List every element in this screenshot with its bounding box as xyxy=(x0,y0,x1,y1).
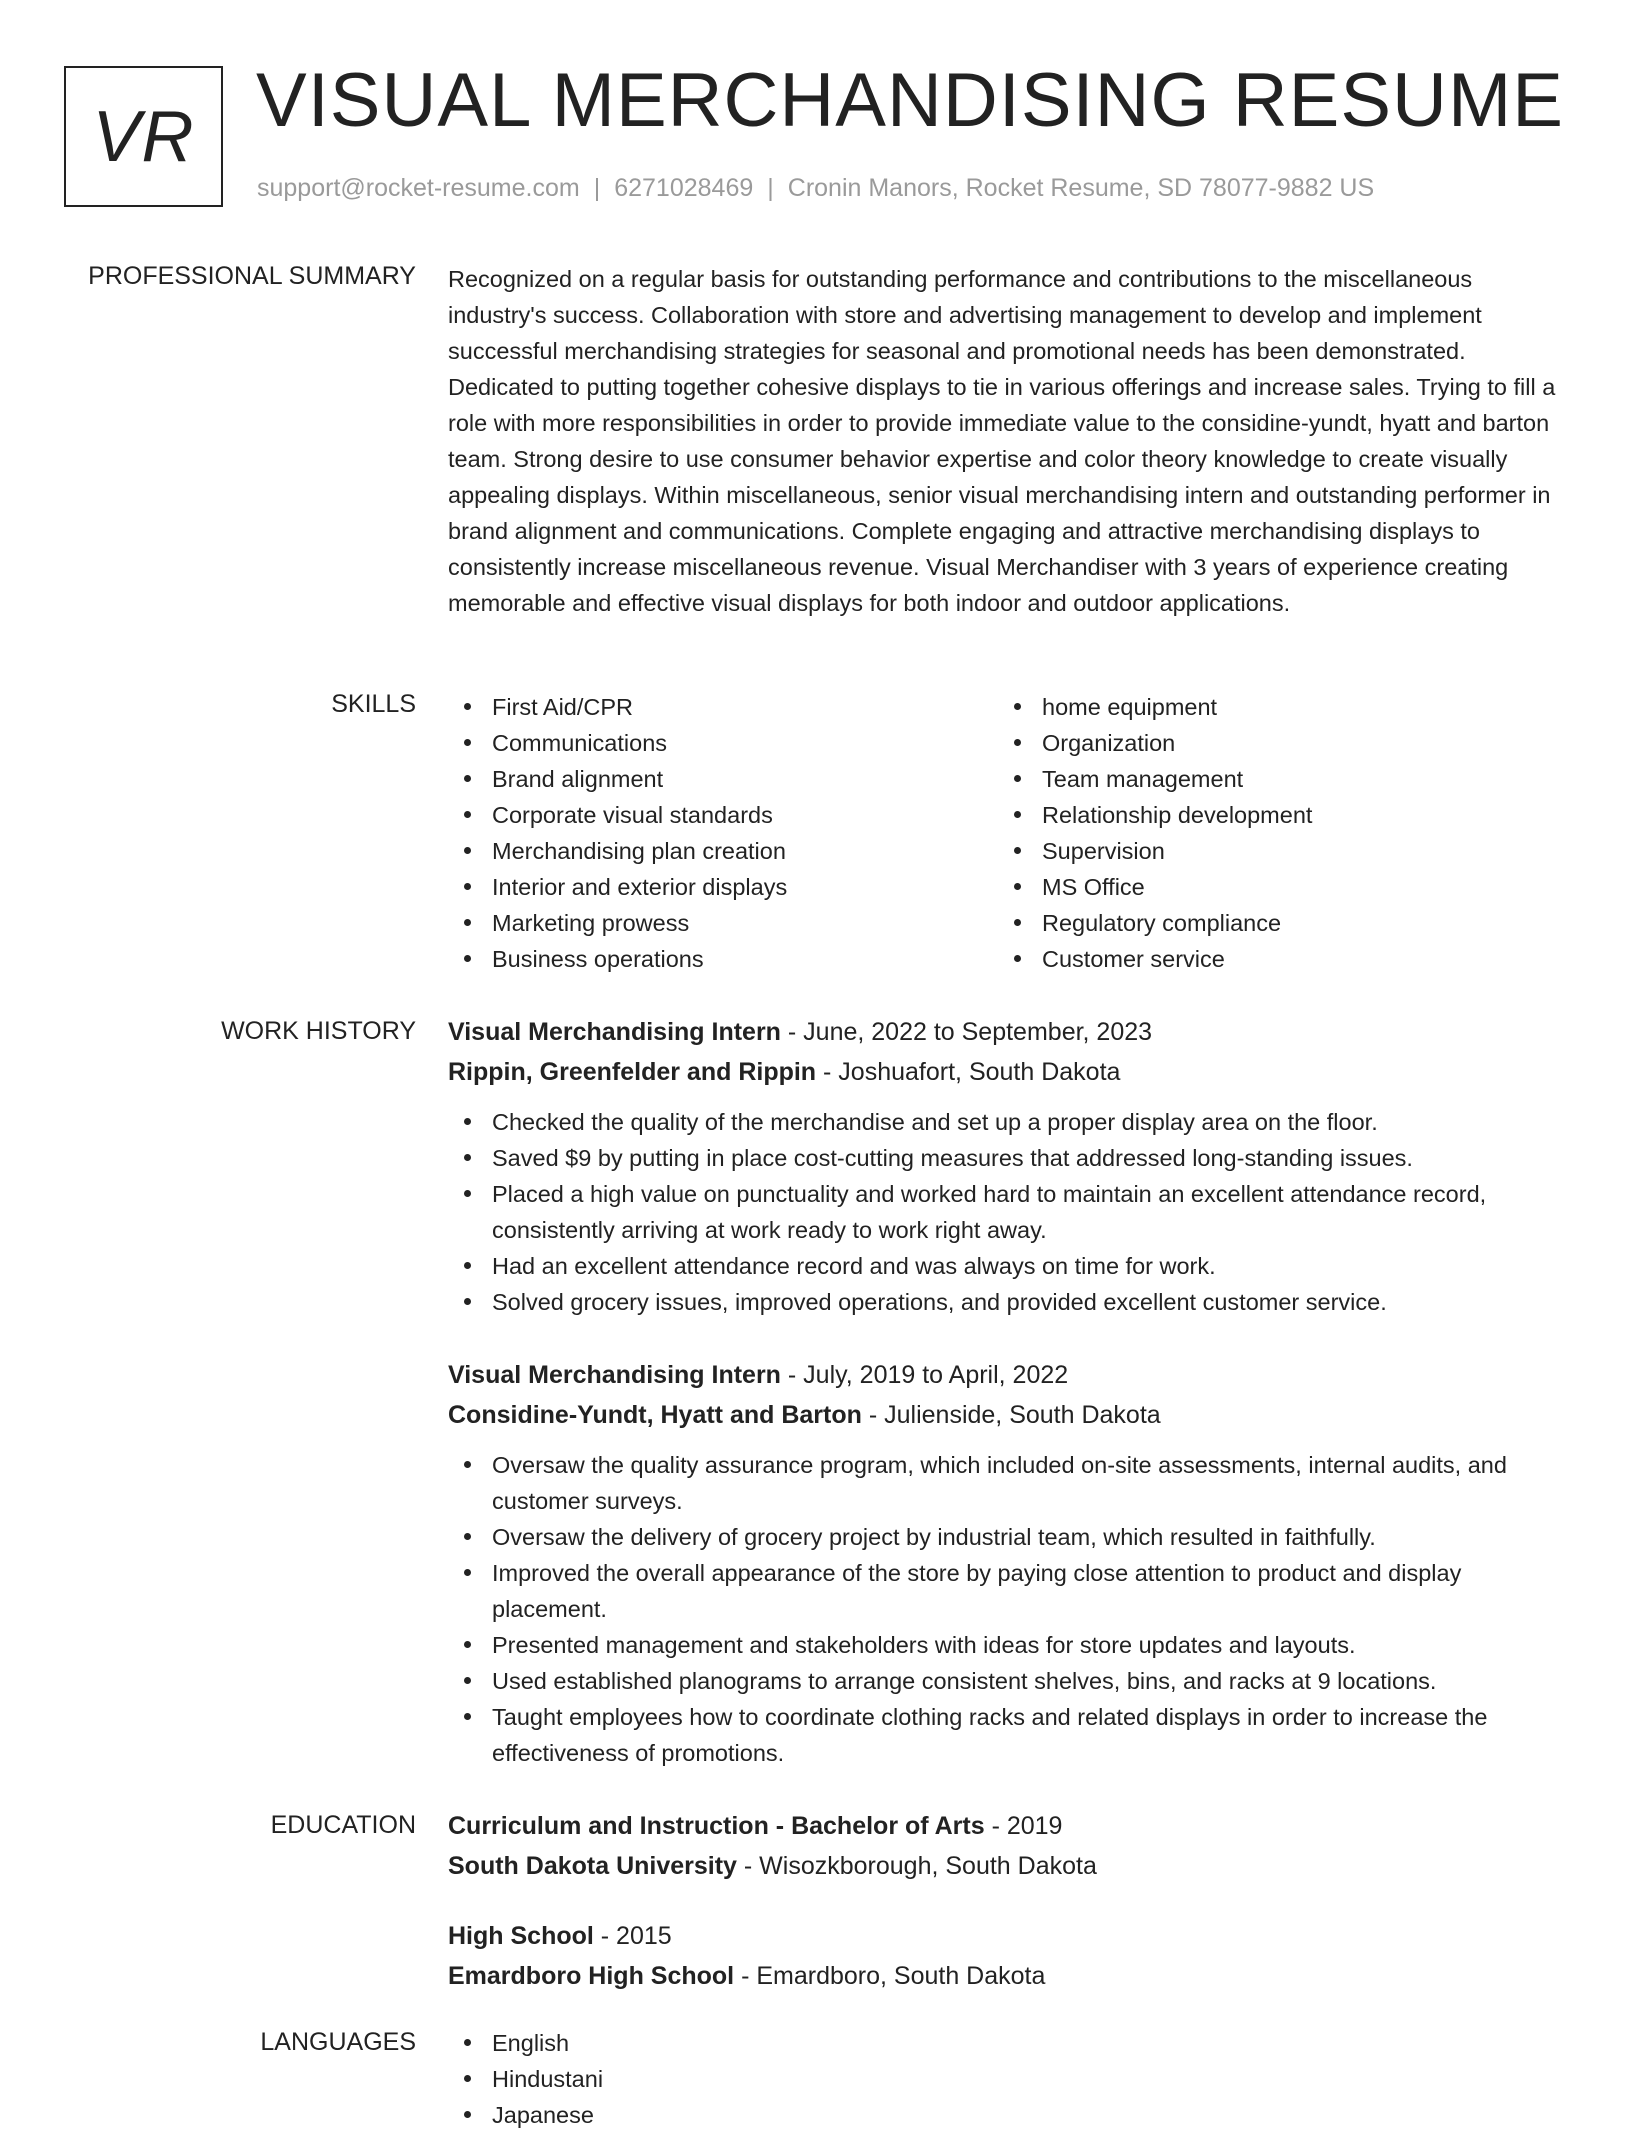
language-item: English xyxy=(448,2025,1566,2061)
education-entry xyxy=(448,1806,1566,1886)
skill-item: Communications xyxy=(448,725,988,761)
skill-item: home equipment xyxy=(998,689,1558,725)
skills-heading: SKILLS xyxy=(331,690,416,718)
contact-separator: | xyxy=(767,174,774,202)
skill-item: Relationship development xyxy=(998,797,1558,833)
resume-title: VISUAL MERCHANDISING RESUME xyxy=(256,58,1564,143)
contact-address: Cronin Manors, Rocket Resume, SD 78077-9882 US xyxy=(787,174,1375,202)
job-entry xyxy=(448,1012,1566,1320)
job-duty: Oversaw the delivery of grocery project by industrial team, which resulted in faithfully. xyxy=(448,1519,1566,1555)
language-item: Hindustani xyxy=(448,2061,1566,2097)
contact-phone[interactable]: 6271028469 xyxy=(614,174,754,202)
school-line xyxy=(448,1846,1566,1886)
school-location: - Wisozkborough, South Dakota xyxy=(736,1852,1097,1880)
degree-line xyxy=(448,1806,1566,1846)
languages-list xyxy=(448,2025,1566,2133)
skill-item: Team management xyxy=(998,761,1558,797)
degree-name: Curriculum and Instruction - Bachelor of Arts xyxy=(448,1812,985,1840)
job-duty: Had an excellent attendance record and was always on time for work. xyxy=(448,1248,1566,1284)
skill-item: Interior and exterior displays xyxy=(448,869,988,905)
skill-item: Customer service xyxy=(998,941,1558,977)
skill-item: First Aid/CPR xyxy=(448,689,988,725)
skill-item: Organization xyxy=(998,725,1558,761)
skill-item: Marketing prowess xyxy=(448,905,988,941)
skill-item: Brand alignment xyxy=(448,761,988,797)
job-title-line xyxy=(448,1355,1566,1395)
job-company: Rippin, Greenfelder and Rippin xyxy=(448,1058,817,1086)
job-duties xyxy=(448,1104,1566,1320)
skill-item: MS Office xyxy=(998,869,1558,905)
job-duty: Oversaw the quality assurance program, which included on-site assessments, internal audits, and customer surveys. xyxy=(448,1447,1566,1519)
degree-name: High School xyxy=(448,1922,594,1950)
job-duty: Saved $9 by putting in place cost-cutting measures that addressed long-standing issues. xyxy=(448,1140,1566,1176)
job-duty: Placed a high value on punctuality and worked hard to maintain an excellent attendance record, consistently arriving at work ready to work right away. xyxy=(448,1176,1566,1248)
job-title: Visual Merchandising Intern xyxy=(448,1361,781,1389)
job-location: - Joshuafort, South Dakota xyxy=(816,1058,1121,1086)
job-duty: Checked the quality of the merchandise and set up a proper display area on the floor. xyxy=(448,1104,1566,1140)
skill-item: Merchandising plan creation xyxy=(448,833,988,869)
work-history-heading: WORK HISTORY xyxy=(221,1017,416,1045)
education-heading: EDUCATION xyxy=(270,1811,416,1839)
job-company-line xyxy=(448,1395,1566,1435)
school-location: - Emardboro, South Dakota xyxy=(734,1962,1046,1990)
degree-year: - 2019 xyxy=(984,1812,1063,1840)
job-duty: Solved grocery issues, improved operations, and provided excellent customer service. xyxy=(448,1284,1566,1320)
school-name: Emardboro High School xyxy=(448,1962,735,1990)
job-duties xyxy=(448,1447,1566,1771)
summary-text: Recognized on a regular basis for outstanding performance and contributions to the miscellaneous industry's success. Collaboration with store and advertising management to develop and implement successful merchandising strategies for seasonal and promotional needs has been demonstrated. Dedicated to putting together cohesive displays to tie in various offerings and increase sales. Trying to fill a role with more responsibilities in order to provide immediate value to the considine-yundt, hyatt and barton team. Strong desire to use consumer behavior expertise and color theory knowledge to create visually appealing displays. Within miscellaneous, senior visual merchandising intern and outstanding performer in brand alignment and communications. Complete engaging and attractive merchandising displays to consistently increase miscellaneous revenue. Visual Merchandiser with 3 years of experience creating memorable and effective visual displays for both indoor and outdoor applications. xyxy=(448,266,1556,616)
skill-item: Corporate visual standards xyxy=(448,797,988,833)
degree-line xyxy=(448,1916,1566,1956)
job-dates: - June, 2022 to September, 2023 xyxy=(780,1018,1153,1046)
contact-email[interactable]: support@rocket-resume.com xyxy=(257,174,580,202)
job-entry xyxy=(448,1355,1566,1771)
language-item: Japanese xyxy=(448,2097,1566,2133)
monogram-box xyxy=(64,66,223,207)
job-duty: Used established planograms to arrange consistent shelves, bins, and racks at 9 locations. xyxy=(448,1663,1566,1699)
languages-heading: LANGUAGES xyxy=(260,2028,416,2056)
job-duty: Presented management and stakeholders with ideas for store updates and layouts. xyxy=(448,1627,1566,1663)
skill-item: Supervision xyxy=(998,833,1558,869)
skill-item: Regulatory compliance xyxy=(998,905,1558,941)
job-location: - Julienside, South Dakota xyxy=(861,1401,1161,1429)
job-company: Considine-Yundt, Hyatt and Barton xyxy=(448,1401,862,1429)
contact-separator: | xyxy=(593,174,601,202)
job-duty: Improved the overall appearance of the store by paying close attention to product and display placement. xyxy=(448,1555,1566,1627)
job-title: Visual Merchandising Intern xyxy=(448,1018,781,1046)
degree-year: - 2015 xyxy=(593,1922,672,1950)
job-title-line xyxy=(448,1012,1566,1052)
contact-line xyxy=(257,174,1374,203)
job-company-line xyxy=(448,1052,1566,1092)
monogram-initials: VR xyxy=(92,96,195,177)
education-entry xyxy=(448,1916,1566,1996)
summary-heading: PROFESSIONAL SUMMARY xyxy=(88,262,416,290)
job-dates: - July, 2019 to April, 2022 xyxy=(780,1361,1069,1389)
skill-item: Business operations xyxy=(448,941,988,977)
school-name: South Dakota University xyxy=(448,1852,737,1880)
skills-list-right xyxy=(998,689,1558,977)
school-line xyxy=(448,1956,1566,1996)
job-duty: Taught employees how to coordinate clothing racks and related displays in order to increase the effectiveness of promotions. xyxy=(448,1699,1566,1771)
skills-list-left xyxy=(448,689,988,977)
